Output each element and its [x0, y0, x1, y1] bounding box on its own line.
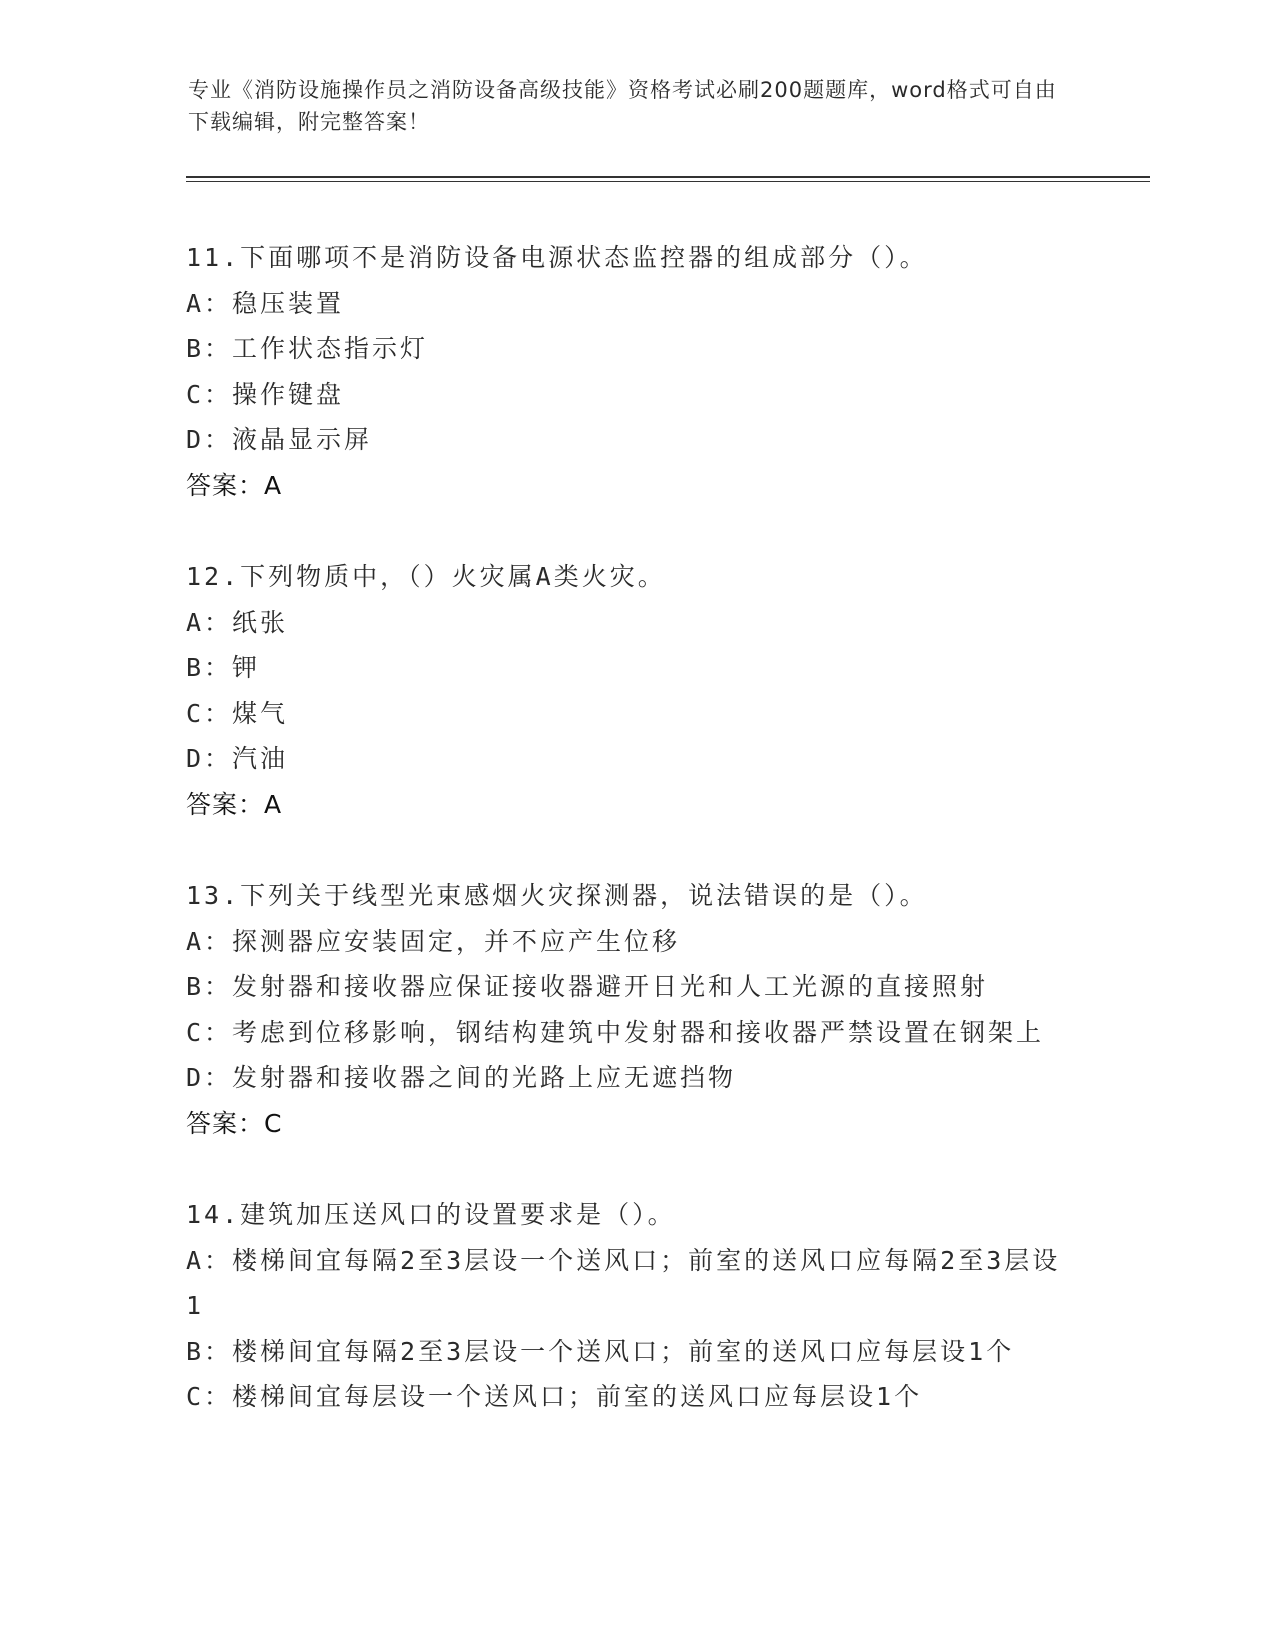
document-header — [188, 74, 1068, 138]
question-stem: 14.建筑加压送风口的设置要求是（）。 — [186, 1200, 676, 1229]
option-b: B：工作状态指示灯 — [186, 334, 429, 363]
option-a: A：稳压装置 — [186, 288, 345, 318]
option-a: A：探测器应安装固定，并不应产生位移 — [186, 926, 681, 956]
option-d: D：液晶显示屏 — [186, 425, 373, 454]
header-divider-thin — [186, 181, 1150, 182]
question-11 — [186, 235, 1086, 508]
answer-line: 答案：A — [186, 789, 283, 819]
answer-line: 答案：A — [186, 470, 283, 500]
option-d: D：发射器和接收器之间的光路上应无遮挡物 — [186, 1063, 737, 1092]
header-text: 专业《消防设施操作员之消防设备高级技能》资格考试必刷200题题库，word格式可自由下载编辑，附完整答案！ — [188, 78, 1057, 134]
question-12 — [186, 554, 1086, 827]
question-14 — [186, 1192, 1086, 1420]
question-13 — [186, 873, 1086, 1146]
option-c: C：煤气 — [186, 698, 289, 728]
question-stem: 12.下列物质中，（）火灾属A类火灾。 — [186, 562, 666, 591]
option-a: A：楼梯间宜每隔2至3层设一个送风口；前室的送风口应每隔2至3层设1 — [186, 1245, 1061, 1320]
option-c: C：考虑到位移影响，钢结构建筑中发射器和接收器严禁设置在钢架上 — [186, 1017, 1045, 1047]
option-b: B：楼梯间宜每隔2至3层设一个送风口；前室的送风口应每层设1个 — [186, 1336, 1015, 1366]
option-b: B：钾 — [186, 653, 261, 682]
option-b: B：发射器和接收器应保证接收器避开日光和人工光源的直接照射 — [186, 972, 989, 1001]
option-d: D：汽油 — [186, 744, 289, 773]
option-c: C：楼梯间宜每层设一个送风口；前室的送风口应每层设1个 — [186, 1382, 923, 1411]
header-divider — [186, 176, 1150, 178]
answer-line: 答案：C — [186, 1108, 283, 1138]
option-a: A：纸张 — [186, 607, 289, 637]
question-stem: 13.下列关于线型光束感烟火灾探测器，说法错误的是（）。 — [186, 881, 928, 910]
question-stem: 11.下面哪项不是消防设备电源状态监控器的组成部分（）。 — [186, 243, 928, 272]
option-c: C：操作键盘 — [186, 379, 345, 409]
question-list — [186, 235, 1086, 1466]
